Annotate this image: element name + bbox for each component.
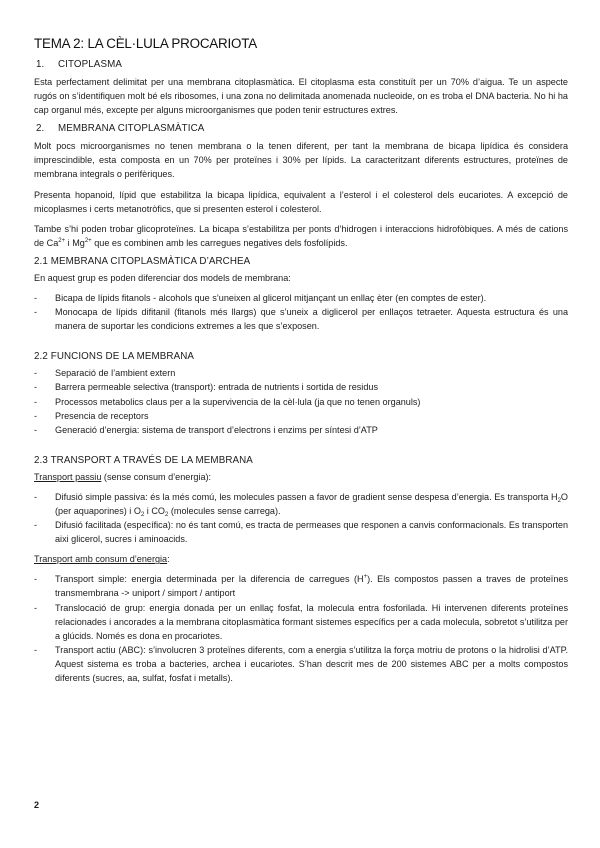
section-2-2-heading: 2.2 FUNCIONS DE LA MEMBRANA xyxy=(34,351,195,363)
section-2-1-intro: En aquest grup es poden diferenciar dos models de membrana: xyxy=(34,272,291,283)
section-2-heading xyxy=(34,123,568,134)
section-2-3-heading: 2.3 TRANSPORT A TRAVÉS DE LA MEMBRANA xyxy=(34,454,253,466)
list-item: - Separació de l’ambient extern xyxy=(34,368,176,379)
active-transport-list xyxy=(34,572,568,685)
page-title: TEMA 2: LA CÈL·LULA PROCARIOTA xyxy=(34,36,257,51)
passive-transport-intro: Transport passiu (sense consum d’energia): xyxy=(34,471,212,482)
list-item: - Difusió simple passiva: és la més comú, les molecules passen a favor de gradient sense despesa d’energia. Es transporta $H_2O$ (per aquaporines) i $O_2$ i $CO_2$ (molecules sense carrega). xyxy=(34,491,568,518)
list-item: - Barrera permeable selectiva (transport): entrada de nutrients i sortida de residus xyxy=(34,382,378,393)
list-item: - Translocació de grup: energia donada per un enllaç fosfat, la molecula entra fosforilada. Hi intervenen diferents proteïnes relacionades i ancorades a la membrana citoplasmàtica formant sistemes específics per a cada molecula, sobretot s’utilitza per a glúcids. Només es dona en procariotes. xyxy=(34,602,568,641)
list-item: - Generació d’energia: sistema de transport d’electrons i enzims per síntesi d’ATP xyxy=(34,424,378,435)
section-2-title: MEMBRANA CITOPLASMÀTICA xyxy=(58,123,205,135)
section-1-number: 1. xyxy=(36,59,45,70)
passive-transport-list xyxy=(34,490,568,546)
section-2-1-list xyxy=(34,291,568,333)
section-2-1-heading: 2.1 MEMBRANA CITOPLASMÀTICA D’ARCHEA xyxy=(34,255,251,267)
page-number: 2 xyxy=(34,800,40,810)
list-item: - Presencia de receptors xyxy=(34,410,149,421)
section-2-paragraph-2: Presenta hopanoid, lípid que estabilitza la bicapa lipídica, equivalent a l’esterol i el colesterol dels eucariotes. A excepció de micoplasmes i certs metanotròfics, que si presenten esterol i colesterol. xyxy=(34,189,568,214)
section-2-paragraph-1: Molt pocs microorganismes no tenen membrana o la tenen diferent, per tant la membrana de bicapa lipídica és considera imprescindible, esta composta en un 70% per proteïnes i 30% per lípids. La caracteritzant diferents estructures, proteïnes de membrana integrals o perifèriques. xyxy=(34,141,568,180)
section-1-paragraph: Esta perfectament delimitat per una membrana citoplasmàtica. El citoplasma esta constituït per un 70% d’aigua. Te un aspecte rugós on s’identifiquen molt bé els ribosomes, i una zona no delimitada anomenada nucleoide, on es troba el DNA bacteria. No hi ha cap organul més, excepte per alguns microorganismes que poden tenir estructures extres. xyxy=(34,77,568,116)
document-page xyxy=(34,36,568,691)
list-item: - Transport simple: energia determinada per la diferencia de carregues (H+). Els compostos passen a traves de proteïnes transmembrana -> uniport / simport / antiport xyxy=(34,574,568,599)
list-item: - Difusió facilitada (específica): no és tant comú, es tracta de permeases que responen a canvis conformacionals. Es transporten aixi glicerol, sucres i aminoacids. xyxy=(34,520,568,545)
list-item: - Monocapa de lípids difitanil (fitanols més llargs) que s’uneix a diglicerol per enllaços tetraeter. Aquesta estructura és una manera de suportar les condicions extremes a les que s’exposen. xyxy=(34,307,568,332)
list-item: - Transport actiu (ABC): s’involucren 3 proteïnes diferents, com a energia s’utilitza la força motriu de protons o la hidrolisi d’ATP. Aquest sistema es troba a bacteries, archea i eucariotes. S’han descrit mes de 200 sistemes ABC per a molts compostos diferents (sucres, aa, sulfat, fosfat i metalls). xyxy=(34,644,568,683)
list-item: - Processos metabolics claus per a la supervivencia de la cèl·lula (ja que no tenen organuls) xyxy=(34,396,421,407)
section-1-title: CITOPLASMA xyxy=(58,59,122,70)
section-2-paragraph-3: Tambe s’hi poden trobar glicoproteïnes. La bicapa s’estabilitza per ponts d’hidrogen i interaccions hidrofòbiques. A més de cations de $Ca^{2+}$ i $Mg^{2+}$ que es combinen amb les carregues negatives dels fosfolípids. xyxy=(34,223,568,248)
section-2-number: 2. xyxy=(36,123,45,135)
list-item: - Bicapa de lípids fitanols - alcohols que s’uneixen al glicerol mitjançant un enllaç èter (en comptes de ester). xyxy=(34,293,487,304)
section-2-2-list xyxy=(34,366,568,436)
section-1-heading xyxy=(34,59,568,70)
active-transport-intro: Transport amb consum d’energia: xyxy=(34,554,170,565)
